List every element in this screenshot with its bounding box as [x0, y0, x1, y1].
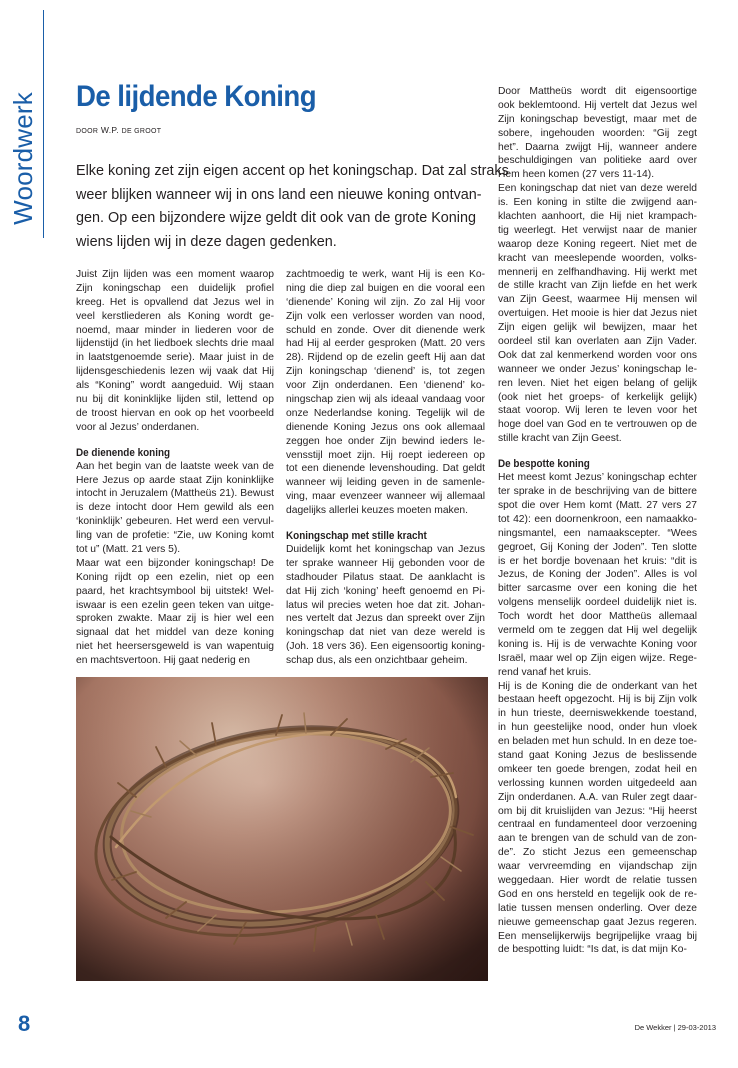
text-line: de bespotting luidt: “Is dat, is dat mijn Ko- [498, 944, 687, 956]
spacer [76, 435, 274, 446]
text-line: stille kracht van Zijn Geest. [498, 433, 622, 445]
text-line: ter sprake in de beschrijving van de bittere [498, 486, 697, 498]
page-number: 8 [18, 1011, 31, 1036]
byline-surname: DE GROOT [121, 128, 162, 135]
text-line: Een menselijkerwijs begrijpelijke vraag bij [498, 930, 697, 942]
text-line: en machtsvertoon. Hij gaat nederig en [76, 655, 251, 667]
text-line: overtuigen. Het mooie is hier dat Jezus niet [498, 308, 697, 320]
text-line: ook beklemtoond. Hij vertelt dat Jezus wel [498, 99, 697, 111]
text-line: waarop deze Koning regeert. Niet met de [498, 238, 697, 250]
text-line: nes vertelt dat Jezus dan spreekt over Zijn [286, 613, 485, 625]
text-line: bitter sarcasme over een koning die het [498, 583, 697, 595]
crown-of-thorns-photo [76, 677, 488, 981]
section-label: Woordwerk [8, 92, 38, 225]
footer-publication: De Wekker | 29-03-2013 [634, 1023, 716, 1032]
text-line: en beladen met hun schuld. In en deze toe- [498, 736, 697, 748]
text-line: is. Een koning in stilte die zwijgend aan- [498, 197, 697, 209]
text-line: iswaar is een ezelin geen teken van uitge- [76, 599, 274, 611]
intro-line: Elke koning zet zijn eigen accent op het koningschap. Dat zal straks [76, 163, 509, 179]
text-line: zachtmoedig te werk, want Hij is een Ko- [286, 269, 485, 280]
text-line: sobere, ingehouden woorden: “Gij zegt [498, 127, 697, 139]
text-line: koningschap dat niet van deze wereld is [286, 627, 485, 639]
text-line: Israël, maar wel op Zijn eigen wijze. Rege- [498, 652, 697, 664]
text-line: ‘dienende’ Koning wil zijn. Zo zal Hij voor [286, 296, 485, 308]
intro-line: weer blijken wanneer wij in ons land een nieuwe koning ontvan- [76, 186, 482, 203]
text-line: had Hij al eerder gesproken (Matt. 20 vers [286, 338, 485, 350]
text-line: in hun geestelijke nood, onder hun vloek [498, 722, 697, 734]
byline-author: W.P. [100, 125, 119, 135]
text-line: Hij is de Koning die de onderkant van het [498, 680, 697, 692]
text-line: spot die over Hem komt (Matt. 27 vers 27 [498, 499, 697, 511]
text-line: paard, het krachtsymbool bij uitstek! Wel- [76, 585, 274, 597]
text-line: stand gaat Koning Jezus de beslissende [498, 749, 697, 761]
text-line: niet het heersersgeweld is van wapentuig [76, 641, 274, 653]
text-line: (ook niet het groeps- of kerkelijk gelijk) [498, 391, 697, 403]
text-line: Juist Zijn lijden was een moment waarop [76, 269, 274, 280]
text-line: 28). Rijdend op de ezelin geeft Hij aan dat [286, 352, 485, 364]
text-line: bestaan heeft opgezocht. Hij is bij Zijn volk [498, 694, 697, 706]
text-line: (Joh. 18 vers 36). Een eigensoortig koning- [286, 641, 485, 653]
text-line: Zijn onderdanen. A.A. van Ruler zegt daar- [498, 791, 697, 803]
intro-line: wiens lijden wij in deze dagen gedenken. [76, 233, 337, 250]
text-line: Zijn eigen gelijk wil bewijzen, maar het [498, 322, 697, 334]
text-line: in laatstgenoemde serie). Maar juist in de [76, 352, 274, 364]
text-line: Here Jezus op aarde staat Zijn koninklijke [76, 474, 274, 486]
text-line: God en ons hersteld en tegelijk ook de re- [498, 888, 697, 900]
text-line: latie tussen mensen onderling. Over deze [498, 902, 697, 914]
text-line: intocht in Jeruzalem (Mattheüs 21). Bewust [76, 488, 274, 500]
text-line: volgens menselijk oordeel duidelijk niet is. [498, 597, 697, 609]
text-line: het”. Daarna zwijgt Hij, wanneer andere [498, 141, 697, 153]
spacer [286, 518, 485, 529]
text-line: ning die diep zal buigen en die vooral een [286, 282, 485, 294]
text-line: Hem heen komen (27 vers 11-14). [498, 169, 655, 181]
text-line: Zijn koningschap bevestigt, maar met de [498, 113, 697, 125]
text-line: ling van de profetie: “Zie, uw Koning komt [76, 530, 274, 542]
text-line: wanneer wij leiding geven in de samenle- [286, 477, 485, 489]
text-line: de troost hiervan en ook op het voorbeeld [76, 407, 274, 419]
text-line: Het meest komt Jezus’ koningschap echter [498, 472, 697, 484]
intro-paragraph [76, 160, 509, 254]
text-line: aan te brengen van de schuld van de zon- [498, 833, 697, 845]
text-line: Een koningschap dat niet van deze wereld [498, 183, 697, 195]
text-line: van Zijn Geest, waarmee Hij mensen wil [498, 294, 697, 306]
text-line: Duidelijk komt het koningschap van Jezus [286, 544, 485, 556]
text-line: de”. Zo sticht Jezus een gemeenschap [498, 847, 697, 859]
text-line: rend vanaf het kruis. [498, 666, 592, 678]
text-line: nu bij dit koninklijke lijden stil, lettend op [76, 394, 274, 406]
text-line: in hun trieste, deerniswekkende toestand, [498, 708, 697, 720]
crown-of-thorns-icon [76, 677, 488, 981]
text-line: latus wil precies weten hoe dat zit. Johan- [286, 599, 485, 611]
text-line: koning is. Hij is de verwachte Koning voor [498, 638, 697, 650]
text-line: vermeld om te zeggen dat Hij wel degelijk [498, 624, 697, 636]
text-line: kreeg. Het is opvallend dat Jezus wel in [76, 296, 274, 308]
text-line: als “Koning” wordt aangeduid. Wij staan [76, 380, 274, 392]
text-line: Door Mattheüs wordt dit eigensoortige [498, 86, 697, 97]
text-line: om bij dit kruislijden van Jezus: “Hij heerst [498, 805, 697, 817]
text-line: is deze intocht door Hem gewild als een [76, 502, 274, 514]
text-line: ving, maar evenzeer wanneer wij allemaal [286, 491, 485, 503]
text-line: stadhouder Pilatus staat. De aanklacht is [286, 571, 485, 583]
text-line: tot 42): een doornenkroon, een namaakko- [498, 513, 697, 525]
text-line: tot u” (Matt. 21 vers 5). [76, 544, 181, 556]
spacer [498, 446, 697, 457]
text-line: wanneer we onder Jezus’ koningschap le- [498, 363, 697, 375]
subheading: Koningschap met stille kracht [286, 530, 427, 543]
text-line: Toch wordt het door Mattheüs allemaal [498, 611, 697, 623]
text-line: Koning rijdt op een ezelin, niet op een [76, 571, 274, 583]
text-line: gegroet, Gij Koning der Joden”. Ten slotte [498, 541, 697, 553]
text-line: tot een dienende levenshouding. Dat geldt [286, 463, 485, 475]
text-line: voor Zijn onderdanen. Een ‘dienend’ ko- [286, 380, 485, 392]
byline [76, 125, 161, 135]
text-line: vensstijl moet zijn. Hij roept iedereen op [286, 449, 485, 461]
text-line: de stille kracht van Zijn liefde en het werk [498, 280, 697, 292]
column-3 [498, 85, 697, 957]
text-line: schuld en zonde. Over dit dienende werk [286, 324, 485, 336]
text-line: signaal dat het middel van deze koning [76, 627, 274, 639]
text-line: kracht van meeslepende woorden, volks- [498, 252, 697, 264]
text-line: centraal en fundamenteel door verzoening [498, 819, 697, 831]
text-line: waar vervreemding en vijandschap zijn [498, 861, 697, 873]
text-line: onze Nederlandse koning. Tegelijk wil de [286, 407, 485, 419]
text-line: ‘koninklijk’ gebeuren. Het werd een vervul- [76, 516, 274, 528]
byline-prefix: DOOR [76, 128, 99, 135]
text-line: Aan het begin van de laatste week van de [76, 460, 274, 472]
text-line: dagelijks allerlei keuzes moeten maken. [286, 505, 469, 517]
text-line: veel kerstliederen als Koning wordt ge- [76, 310, 274, 322]
text-line: Jezus, de Koning der Joden”. Alles is vol [498, 569, 697, 581]
text-line: is er het bordje bovenaan het kruis: “dit is [498, 555, 697, 567]
section-divider-line [43, 10, 44, 238]
text-line: schap dus, als een onzichtbaar geheim. [286, 655, 468, 667]
text-line: zeggen hoe onder Zijn bewind ieders le- [286, 435, 485, 447]
article-title: De lijdende Koning [76, 80, 317, 113]
text-line: verlossing kunnen worden uitgedeeld aan [498, 777, 697, 789]
text-line: Maar wat een bijzonder koningschap! De [76, 557, 274, 569]
text-line: dienende Koning Jezus ons ook allemaal [286, 421, 485, 433]
column-1 [76, 268, 274, 668]
text-line: ter sprake wanneer Hij gebonden voor de [286, 557, 485, 569]
text-line: lijdensgeschiedenis lezen wij vaak dat Hij [76, 366, 274, 378]
subheading: De dienende koning [76, 446, 171, 459]
text-line: staat voorop. Wij leren te leven voor het [498, 405, 697, 417]
text-line: Zijn koningschap een duidelijk profiel [76, 282, 274, 294]
text-line: klachten aanhoort, die Hij niet krampach- [498, 211, 697, 223]
text-line: Ook dat zal kenmerkend worden voor ons [498, 349, 697, 361]
text-line: beschuldigingen van politieke aard over [498, 155, 697, 167]
text-line: Zijn koningschap ‘dienend’ is, tot zegen [286, 366, 485, 378]
text-line: oordeel stil kan overlaten aan Zijn Vader. [498, 336, 697, 348]
text-line: omkeer ten goede brengen, zodat heil en [498, 763, 697, 775]
text-line: voor al Jezus’ onderdanen. [76, 421, 200, 433]
text-line: mennerij en zelfhandhaving. Hij werkt met [498, 266, 697, 278]
text-line: noemd, maar minder in liederen voor de [76, 324, 274, 336]
text-line: sproken zwakte. Maar zij is hier wel een [76, 613, 274, 625]
subheading: De bespotte koning [498, 458, 590, 471]
text-line: weggedaan. Hier wordt de relatie tussen [498, 874, 697, 886]
text-line: hoge doel van God en te vertrouwen op de [498, 419, 697, 431]
text-line: dat Hij zich ‘koning’ heeft genoemd en Pi- [286, 585, 485, 597]
column-2 [286, 268, 485, 668]
text-line: lijdenstijd (in het liedboek slechts drie maal [76, 338, 274, 350]
text-line: ningschap zien wij als ideaal vandaag voor [286, 394, 485, 406]
intro-line: gen. Op een bijzondere wijze geldt dit ook van de grote Koning [76, 210, 477, 226]
text-line: ningsmantel, een namaakscepter. “Wees [498, 527, 697, 539]
text-line: Zijn volk een verlosser worden van nood, [286, 310, 485, 322]
text-line: nieuwe gemeenschap gaat Jezus regeren. [498, 916, 697, 928]
text-line: tig weerlegt. Het verwijst naar de manier [498, 224, 697, 236]
text-line: ren leven. Niet het eigen belang of gelijk [498, 377, 697, 389]
